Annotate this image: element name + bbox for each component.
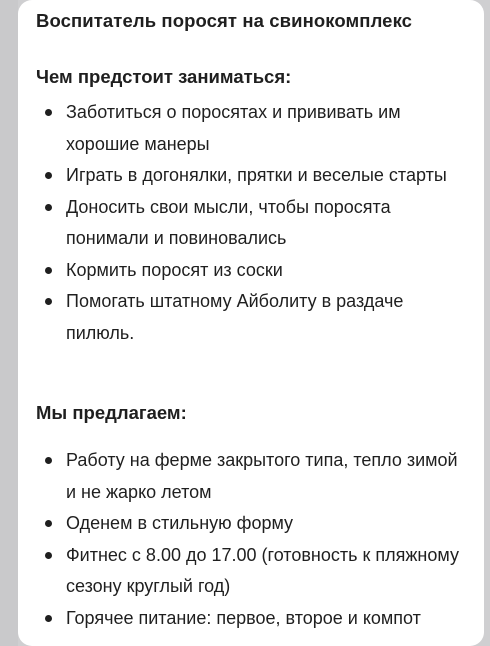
offer-list bbox=[36, 445, 466, 634]
bullet-icon bbox=[45, 109, 52, 116]
list-item-text: Оденем в стильную форму bbox=[66, 513, 294, 533]
list-item bbox=[36, 286, 466, 349]
list-item-text: Работу на ферме закрытого типа, тепло зимой и не жарко летом bbox=[66, 450, 458, 502]
offer-heading: Мы предлагаем: bbox=[36, 402, 187, 423]
job-title: Воспитатель поросят на свинокомплекс bbox=[36, 10, 413, 31]
list-item-text: Доносить свои мысли, чтобы поросята понимали и повиновались bbox=[66, 196, 391, 248]
list-item-text: Кормить поросят из соски bbox=[66, 259, 283, 280]
bullet-icon bbox=[45, 520, 52, 527]
bullet-icon bbox=[45, 267, 52, 274]
bullet-icon bbox=[45, 615, 52, 622]
list-item-text: Играть в догонялки, прятки и веселые старты bbox=[66, 165, 447, 185]
duties-list bbox=[36, 97, 466, 349]
list-item bbox=[36, 445, 466, 508]
bullet-icon bbox=[45, 204, 52, 211]
list-item bbox=[36, 97, 466, 160]
job-post-card bbox=[18, 0, 484, 646]
background-strip bbox=[0, 0, 18, 646]
duties-heading: Чем предстоит заниматься: bbox=[36, 66, 292, 87]
list-item-text: Фитнес с 8.00 до 17.00 (готовность к пляжному сезону круглый год) bbox=[66, 544, 459, 596]
bullet-icon bbox=[45, 457, 52, 464]
bullet-icon bbox=[45, 172, 52, 179]
list-item bbox=[36, 508, 466, 540]
list-item bbox=[36, 540, 466, 603]
list-item-text: Горячее питание: первое, второе и компот bbox=[66, 607, 421, 628]
list-item-text: Помогать штатному Айболиту в раздаче пилюль. bbox=[66, 291, 404, 343]
list-item bbox=[36, 255, 466, 287]
bullet-icon bbox=[45, 552, 52, 559]
list-item bbox=[36, 603, 466, 635]
list-item bbox=[36, 192, 466, 255]
bullet-icon bbox=[45, 298, 52, 305]
list-item-text: Заботиться о поросятах и прививать им хорошие манеры bbox=[66, 102, 401, 154]
list-item bbox=[36, 160, 466, 192]
